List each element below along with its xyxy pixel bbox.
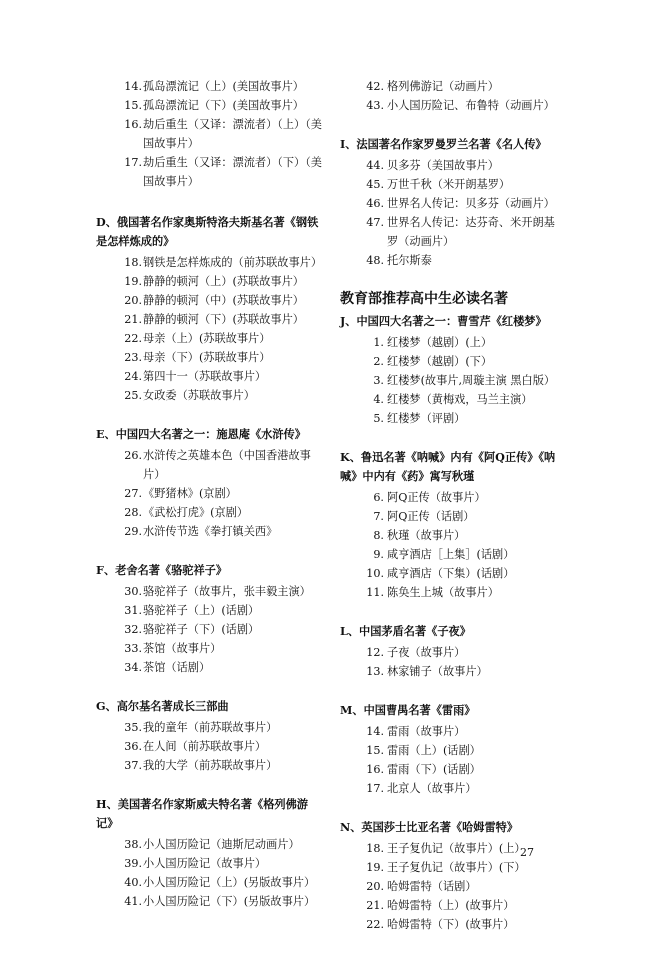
list-item (340, 760, 565, 779)
item-number: 25. (124, 389, 142, 402)
section-l (340, 622, 565, 681)
item-number: 15. (124, 99, 142, 112)
item-text: 阿Q正传（故事片） (387, 491, 486, 504)
section-title: N、英国莎士比亚名著《哈姆雷特》 (340, 820, 519, 834)
recommended-heading: 教育部推荐高中生必读名著 (340, 291, 508, 307)
item-text: 静静的顿河（下）(苏联故事片） (143, 313, 304, 326)
item-text: 世界名人传记：达芬奇、米开朗基罗（动画片） (387, 216, 555, 248)
item-text: 哈姆雷特（上）(故事片） (387, 899, 515, 912)
item-number: 15. (366, 744, 384, 757)
item-text: 孤岛漂流记（上）(美国故事片） (143, 80, 304, 93)
item-text: 世界名人传记：贝多芬（动画片） (387, 197, 555, 210)
item-number: 6. (373, 491, 384, 504)
item-text: 贝多芬（美国故事片） (387, 159, 499, 172)
item-text: 秋瑾（故事片） (387, 529, 466, 542)
list-item (340, 175, 565, 194)
item-number: 29. (124, 525, 142, 538)
item-number: 12. (366, 646, 384, 659)
list-item (96, 272, 322, 291)
list-item (340, 915, 565, 934)
list-item (340, 564, 565, 583)
item-number: 39. (124, 857, 142, 870)
item-text: 红楼梦（评剧） (387, 412, 466, 425)
list-item (340, 583, 565, 602)
item-text: 孤岛漂流记（下）(美国故事片） (143, 99, 304, 112)
list-item (340, 488, 565, 507)
list-item (96, 620, 322, 639)
item-number: 28. (124, 506, 142, 519)
item-text: 红楼梦（越剧）(下） (387, 355, 493, 368)
item-number: 20. (366, 880, 384, 893)
page-number: 27 (520, 846, 534, 859)
item-text: 我的大学（前苏联故事片） (143, 759, 278, 772)
item-text: 阿Q正传（话剧） (387, 510, 475, 523)
item-text: 咸亨酒店［上集］(话剧） (387, 548, 515, 561)
list-item (96, 348, 322, 367)
section-d (96, 213, 322, 405)
section-title: I、法国著名作家罗曼罗兰名著《名人传》 (340, 137, 547, 151)
item-text: 红楼梦（黄梅戏，马兰主演） (387, 393, 533, 406)
item-number: 37. (124, 759, 142, 772)
item-text: 北京人（故事片） (387, 782, 477, 795)
item-text: 咸亨酒店（下集）(话剧） (387, 567, 515, 580)
list-item (340, 526, 565, 545)
section-j (340, 288, 565, 428)
item-number: 3. (373, 374, 384, 387)
list-item (96, 446, 322, 484)
right-column (340, 77, 565, 954)
item-number: 22. (366, 918, 384, 931)
item-text: 劫后重生（又译：漂流者）（上）（美国故事片） (143, 118, 322, 150)
list-item (96, 835, 322, 854)
item-number: 1. (373, 336, 384, 349)
section-k (340, 448, 565, 602)
item-text: 小人国历险记、布鲁特（动画片） (387, 99, 555, 112)
item-number: 30. (124, 585, 142, 598)
list-item (96, 153, 322, 191)
item-text: 王子复仇记（故事片）(上） (387, 842, 526, 855)
item-text: 静静的顿河（中）(苏联故事片） (143, 294, 304, 307)
list-item (340, 779, 565, 798)
list-item (340, 352, 565, 371)
item-number: 46. (366, 197, 384, 210)
item-number: 27. (124, 487, 142, 500)
item-number: 43. (366, 99, 384, 112)
item-number: 8. (373, 529, 384, 542)
item-text: 雷雨（故事片） (387, 725, 466, 738)
item-number: 23. (124, 351, 142, 364)
list-item (340, 251, 565, 270)
item-text: 女政委（苏联故事片） (143, 389, 255, 402)
item-text: 红楼梦（越剧）(上） (387, 336, 493, 349)
item-number: 40. (124, 876, 142, 889)
list-item (96, 310, 322, 329)
item-number: 42. (366, 80, 384, 93)
item-number: 41. (124, 895, 142, 908)
list-item (340, 390, 565, 409)
item-number: 10. (366, 567, 384, 580)
list-item (96, 115, 322, 153)
item-number: 17. (124, 156, 142, 169)
item-text: 哈姆雷特（话剧） (387, 880, 477, 893)
list-item (96, 601, 322, 620)
section-g (96, 697, 322, 775)
item-text: 《武松打虎》(京剧） (143, 506, 249, 519)
item-number: 36. (124, 740, 142, 753)
list-item (340, 858, 565, 877)
item-number: 32. (124, 623, 142, 636)
item-number: 13. (366, 665, 384, 678)
list-item (340, 896, 565, 915)
item-text: 母亲（上）(苏联故事片） (143, 332, 271, 345)
item-number: 18. (124, 256, 142, 269)
item-text: 小人国历险记（上）(另版故事片） (143, 876, 316, 889)
item-number: 34. (124, 661, 142, 674)
item-text: 哈姆雷特（下）(故事片） (387, 918, 515, 931)
list-item (96, 873, 322, 892)
section-continued-right (340, 77, 565, 115)
item-text: 小人国历险记（下）(另版故事片） (143, 895, 316, 908)
list-item (340, 662, 565, 681)
item-number: 7. (373, 510, 384, 523)
list-item (340, 741, 565, 760)
section-i (340, 135, 565, 270)
list-item (340, 96, 565, 115)
list-item (96, 854, 322, 873)
item-text: 水浒传节选《拳打镇关西》 (143, 525, 278, 538)
section-h (96, 795, 322, 911)
item-number: 11. (366, 586, 384, 599)
item-text: 林家铺子（故事片） (387, 665, 488, 678)
list-item (96, 756, 322, 775)
item-text: 我的童年（前苏联故事片） (143, 721, 278, 734)
item-text: 子夜（故事片） (387, 646, 466, 659)
item-number: 22. (124, 332, 142, 345)
list-item (340, 333, 565, 352)
item-number: 26. (124, 449, 142, 462)
section-title: E、中国四大名著之一：施恩庵《水浒传》 (96, 427, 306, 441)
item-text: 钢铁是怎样炼成的（前苏联故事片） (143, 256, 323, 269)
list-item (340, 409, 565, 428)
list-item (340, 722, 565, 741)
section-title: L、中国茅盾名著《子夜》 (340, 624, 471, 638)
item-number: 20. (124, 294, 142, 307)
item-text: 水浒传之英雄本色（中国香港故事片） (143, 449, 311, 481)
section-e (96, 425, 322, 541)
item-number: 33. (124, 642, 142, 655)
list-item (96, 503, 322, 522)
item-text: 骆驼祥子（故事片，张丰毅主演） (143, 585, 311, 598)
item-number: 9. (373, 548, 384, 561)
list-item (96, 253, 322, 272)
list-item (96, 718, 322, 737)
list-item (340, 77, 565, 96)
section-title: D、俄国著名作家奥斯特洛夫斯基名著《钢铁是怎样炼成的》 (96, 215, 319, 248)
item-text: 雷雨（下）(话剧） (387, 763, 481, 776)
item-number: 16. (366, 763, 384, 776)
item-text: 骆驼祥子（上）(话剧） (143, 604, 260, 617)
section-title: H、美国著名作家斯威夫特名著《格列佛游记》 (96, 797, 308, 830)
list-item (96, 639, 322, 658)
item-text: 骆驼祥子（下）(话剧） (143, 623, 260, 636)
item-number: 16. (124, 118, 142, 131)
item-number: 2. (373, 355, 384, 368)
item-number: 19. (124, 275, 142, 288)
item-number: 5. (373, 412, 384, 425)
item-text: 红楼梦(故事片,周璇主演 黑白版） (387, 374, 556, 387)
item-text: 劫后重生（又译：漂流者）（下）（美国故事片） (143, 156, 322, 188)
list-item (96, 484, 322, 503)
item-text: 第四十一（苏联故事片） (143, 370, 267, 383)
item-number: 14. (366, 725, 384, 738)
list-item (96, 658, 322, 677)
item-text: 王子复仇记（故事片）(下） (387, 861, 526, 874)
item-number: 21. (366, 899, 384, 912)
list-item (96, 582, 322, 601)
left-column (96, 77, 322, 931)
list-item (340, 643, 565, 662)
item-number: 17. (366, 782, 384, 795)
item-number: 18. (366, 842, 384, 855)
list-item (96, 386, 322, 405)
item-text: 在人间（前苏联故事片） (143, 740, 267, 753)
section-f (96, 561, 322, 677)
item-text: 雷雨（上）(话剧） (387, 744, 481, 757)
list-item (96, 96, 322, 115)
list-item (340, 507, 565, 526)
item-number: 24. (124, 370, 142, 383)
list-item (96, 892, 322, 911)
section-title: F、老舍名著《骆驼祥子》 (96, 563, 228, 577)
item-number: 21. (124, 313, 142, 326)
item-text: 母亲（下）(苏联故事片） (143, 351, 271, 364)
item-text: 静静的顿河（上）(苏联故事片） (143, 275, 304, 288)
list-item (340, 545, 565, 564)
section-n (340, 818, 565, 934)
item-number: 14. (124, 80, 142, 93)
item-text: 万世千秋（米开朗基罗） (387, 178, 511, 191)
item-number: 35. (124, 721, 142, 734)
item-number: 38. (124, 838, 142, 851)
item-number: 4. (373, 393, 384, 406)
item-text: 小人国历险记（故事片） (143, 857, 267, 870)
section-continued (96, 77, 322, 191)
section-m (340, 701, 565, 798)
list-item (340, 371, 565, 390)
item-text: 茶馆（话剧） (143, 661, 211, 674)
item-text: 茶馆（故事片） (143, 642, 222, 655)
item-number: 19. (366, 861, 384, 874)
item-number: 47. (366, 216, 384, 229)
item-number: 31. (124, 604, 142, 617)
list-item (340, 156, 565, 175)
list-item (96, 367, 322, 386)
list-item (96, 291, 322, 310)
section-title: K、鲁迅名著《呐喊》内有《阿Q正传》《呐喊》中内有《药》寓写秋瑾 (340, 450, 556, 483)
list-item (96, 77, 322, 96)
list-item (340, 877, 565, 896)
item-text: 《野猪林》(京剧） (143, 487, 237, 500)
item-text: 小人国历险记（迪斯尼动画片） (143, 838, 300, 851)
section-title: G、高尔基名著成长三部曲 (96, 699, 229, 713)
item-text: 格列佛游记（动画片） (387, 80, 499, 93)
item-number: 45. (366, 178, 384, 191)
item-number: 44. (366, 159, 384, 172)
section-title: M、中国曹禺名著《雷雨》 (340, 703, 476, 717)
list-item (340, 194, 565, 213)
list-item (96, 329, 322, 348)
section-title: J、中国四大名著之一：曹雪芹《红楼梦》 (340, 314, 547, 328)
list-item (96, 522, 322, 541)
item-number: 48. (366, 254, 384, 267)
item-text: 托尔斯泰 (387, 254, 432, 267)
list-item (96, 737, 322, 756)
list-item (340, 213, 565, 251)
item-text: 陈奂生上城（故事片） (387, 586, 499, 599)
